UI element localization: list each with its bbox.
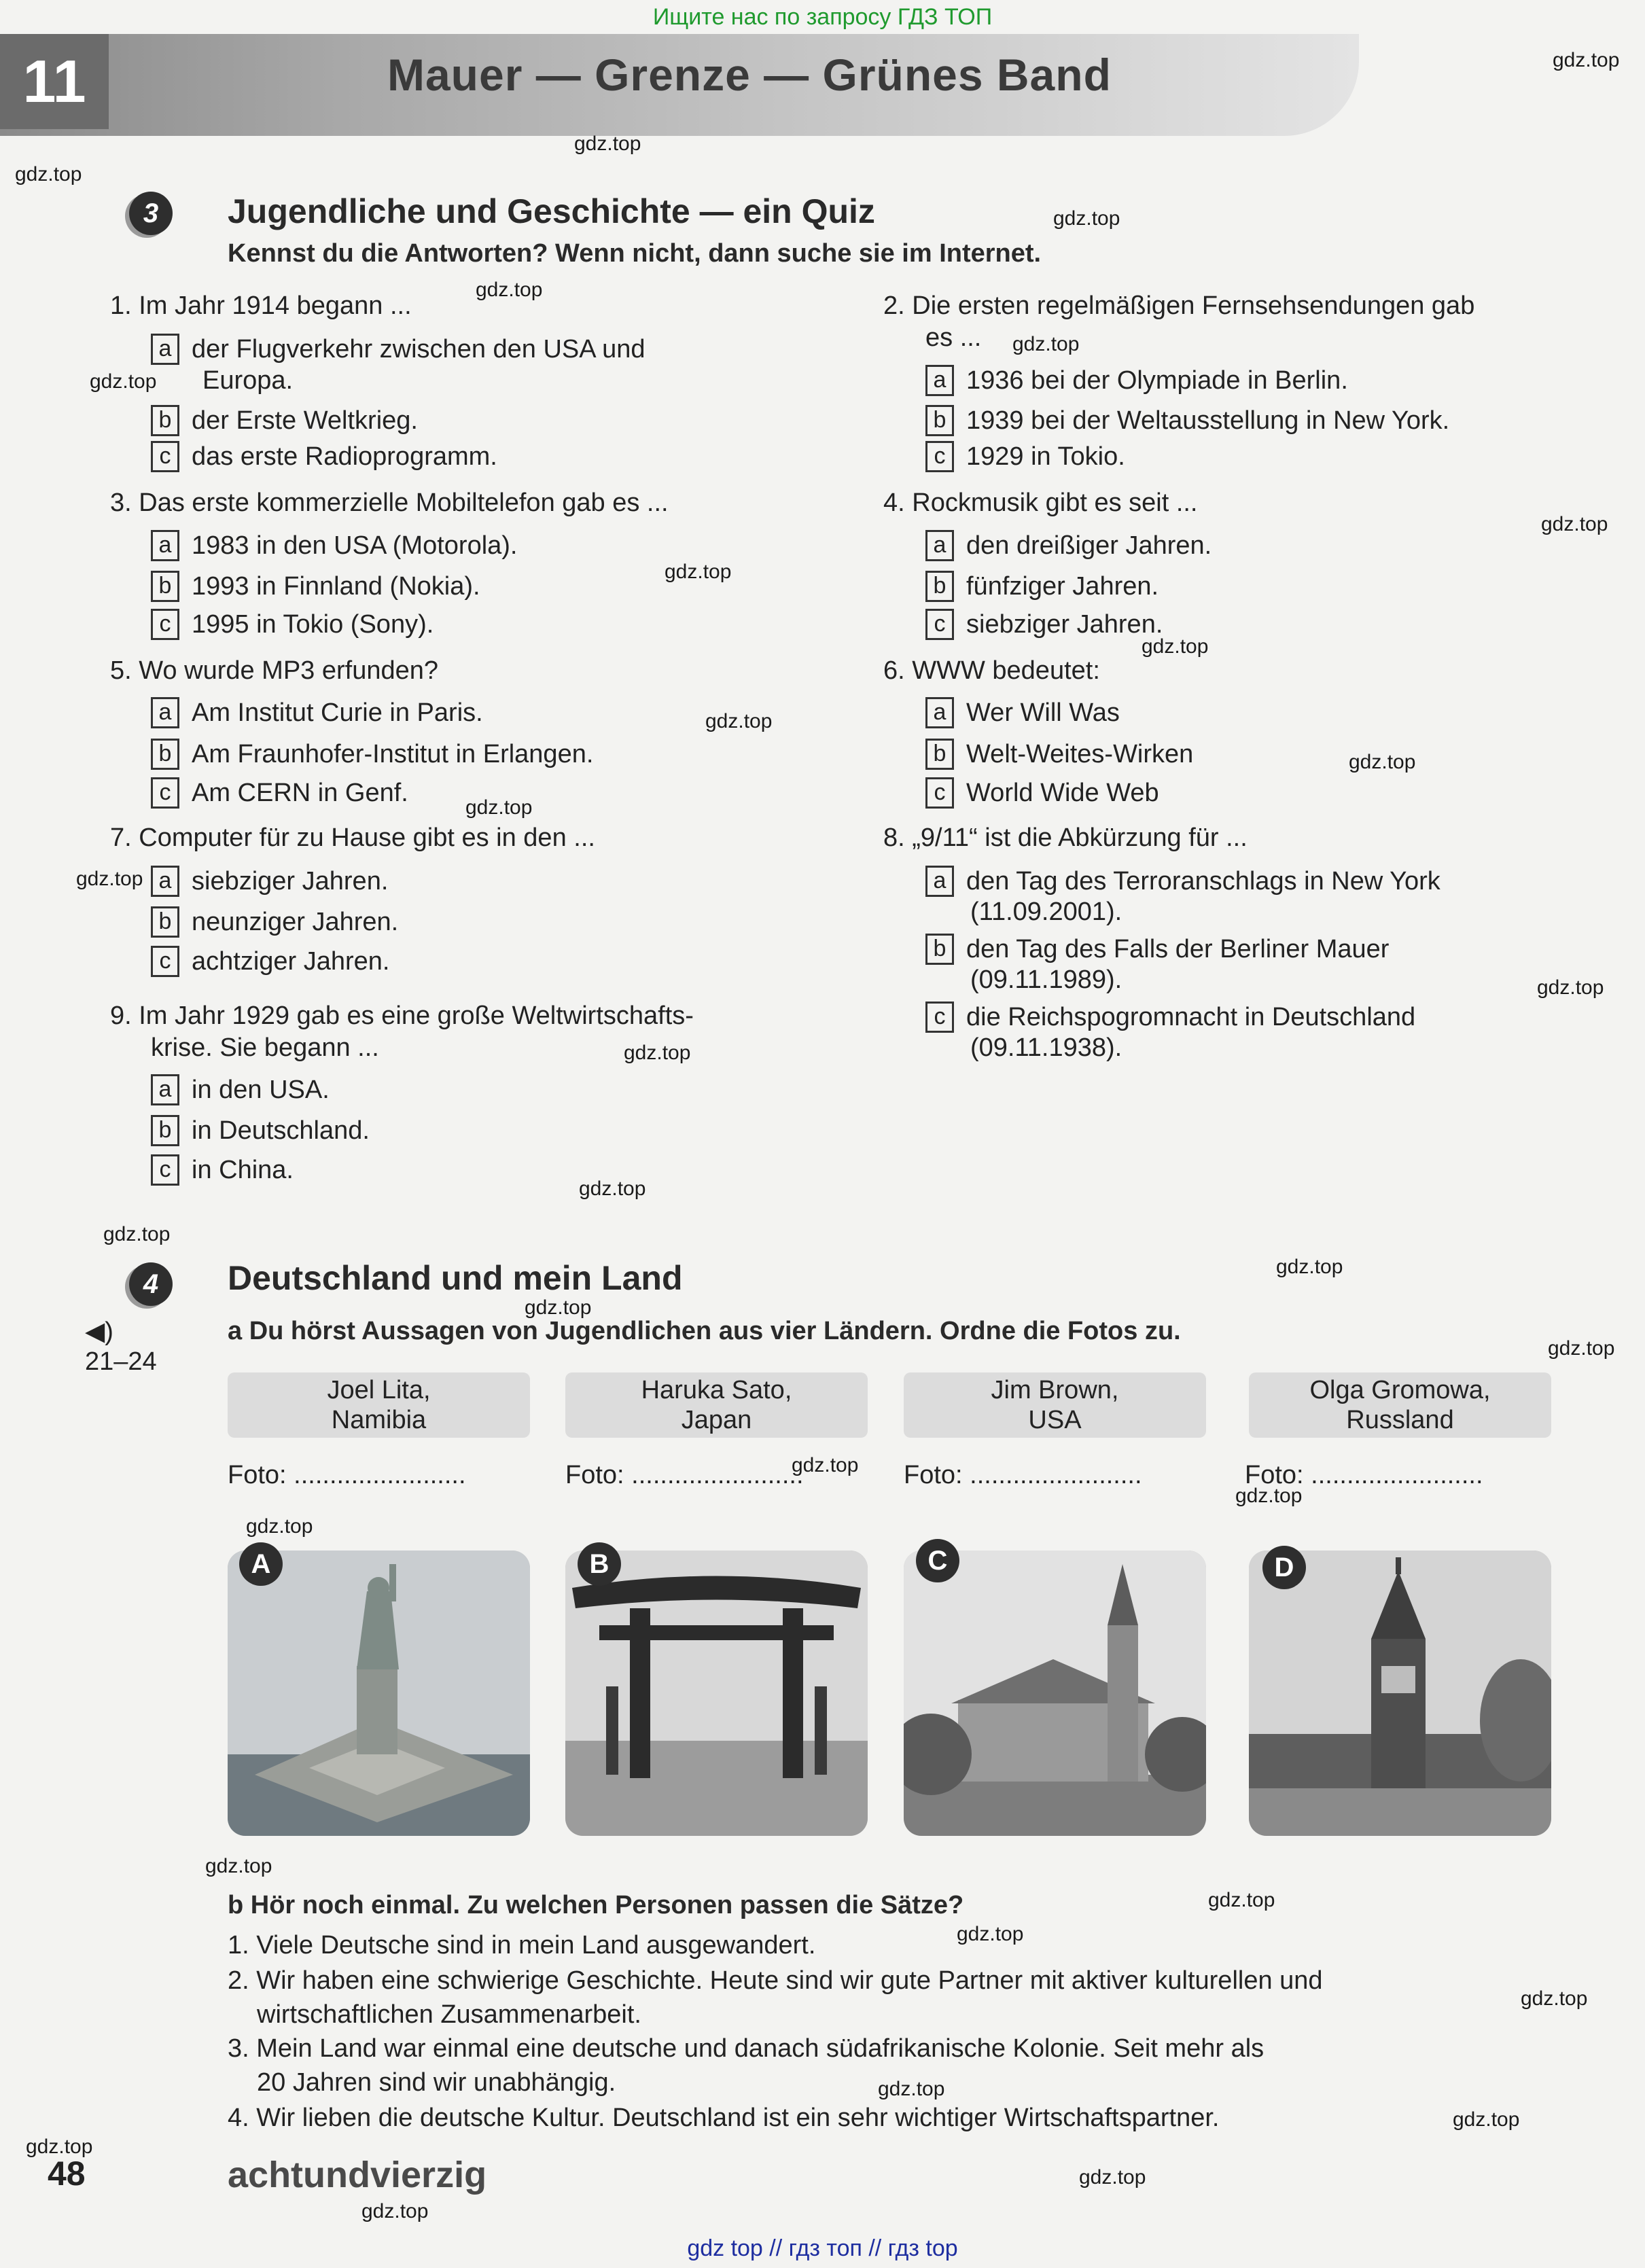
quiz-question-continuation: es ... <box>925 323 982 352</box>
option-text: in den USA. <box>192 1075 330 1104</box>
watermark: gdz.top <box>1142 635 1209 658</box>
person-country: Russland <box>1346 1406 1454 1434</box>
option-letter-box: a <box>925 866 954 897</box>
statement: 3. Mein Land war einmal eine deutsche und danach südafrikanische Kolonie. Seit mehr als <box>228 2034 1264 2063</box>
foto-answer-field[interactable]: Foto: ........................ <box>1245 1461 1483 1489</box>
quiz-option[interactable] <box>151 736 593 771</box>
watermark: gdz.top <box>1012 333 1080 355</box>
option-text: Am Institut Curie in Paris. <box>192 698 483 727</box>
statement: 4. Wir lieben die deutsche Kultur. Deutschland ist ein sehr wichtiger Wirtschaftspartner. <box>228 2104 1220 2132</box>
section-title: Jugendliche und Geschichte — ein Quiz <box>228 192 875 230</box>
section-title: Deutschland und mein Land <box>228 1259 683 1297</box>
watermark: gdz.top <box>465 796 533 819</box>
quiz-option[interactable] <box>925 736 1193 771</box>
quiz-question: 5. Wo wurde MP3 erfunden? <box>110 656 439 685</box>
section-instruction: Kennst du die Antworten? Wenn nicht, dann suche sie im Internet. <box>228 239 1042 268</box>
section-instruction: b Hör noch einmal. Zu welchen Personen passen die Sätze? <box>228 1891 964 1919</box>
statement: 1. Viele Deutsche sind in mein Land ausgewandert. <box>228 1931 816 1960</box>
photo-church <box>904 1551 1206 1836</box>
watermark: gdz.top <box>76 868 143 890</box>
quiz-question: 3. Das erste kommerzielle Mobiltelefon gab es ... <box>110 489 669 517</box>
quiz-option[interactable] <box>925 527 1211 563</box>
foto-answer-field[interactable]: Foto: ........................ <box>904 1461 1142 1489</box>
option-letter-box: b <box>925 739 954 770</box>
watermark: gdz.top <box>1548 1337 1615 1360</box>
option-text: 1936 bei der Olympiade in Berlin. <box>966 366 1348 395</box>
quiz-question: 4. Rockmusik gibt es seit ... <box>883 489 1198 517</box>
option-text: 1993 in Finnland (Nokia). <box>192 571 480 601</box>
option-text: den dreißiger Jahren. <box>966 531 1212 560</box>
quiz-option-continuation <box>970 1029 1122 1065</box>
option-text: das erste Radioprogramm. <box>192 442 497 471</box>
option-text: Welt-Weites-Wirken <box>966 739 1194 768</box>
quiz-option[interactable] <box>151 331 645 366</box>
watermark: gdz.top <box>246 1515 313 1538</box>
quiz-option[interactable] <box>151 606 434 641</box>
person-name: Joel Lita, <box>327 1376 431 1404</box>
quiz-option[interactable] <box>151 402 418 438</box>
watermark: gdz.top <box>361 2200 429 2222</box>
quiz-option[interactable] <box>925 694 1120 730</box>
photo-label-d: D <box>1262 1546 1306 1589</box>
watermark: gdz.top <box>26 2136 93 2158</box>
quiz-option[interactable] <box>151 1152 294 1187</box>
option-text: in China. <box>192 1155 294 1184</box>
watermark: gdz.top <box>1349 751 1416 773</box>
option-letter-box: a <box>151 1074 179 1105</box>
option-text: Am Fraunhofer-Institut in Erlangen. <box>192 739 594 768</box>
page-number-word: achtundvierzig <box>228 2155 487 2195</box>
option-letter-box: a <box>151 334 179 365</box>
statement: 2. Wir haben eine schwierige Geschichte. Heute sind wir gute Partner mit aktiver kulturellen und <box>228 1966 1323 1995</box>
watermark: gdz.top <box>1235 1485 1303 1507</box>
quiz-option[interactable] <box>925 568 1158 603</box>
quiz-question: 8. „9/11“ ist die Abkürzung für ... <box>883 823 1248 852</box>
page-number: 48 <box>48 2155 86 2193</box>
person-country: Japan <box>681 1406 752 1434</box>
option-letter-box: b <box>151 739 179 770</box>
person-country: USA <box>1028 1406 1082 1434</box>
option-letter-box: b <box>925 405 954 436</box>
option-text: (11.09.2001). <box>970 897 1122 926</box>
audio-track-number: 21–24 <box>85 1347 157 1376</box>
option-letter-box: b <box>151 906 179 938</box>
option-text: 1995 in Tokio (Sony). <box>192 609 434 639</box>
kremlin-image <box>1249 1551 1551 1836</box>
option-letter-box: c <box>925 609 954 640</box>
watermark: gdz.top <box>705 710 773 732</box>
photo-torii-gate <box>565 1551 868 1836</box>
bottom-banner: gdz top // гдз топ // гдз top <box>687 2235 958 2261</box>
watermark: gdz.top <box>792 1454 859 1476</box>
option-text: 1929 in Tokio. <box>966 442 1125 471</box>
option-text: Am CERN in Genf. <box>192 778 408 807</box>
watermark: gdz.top <box>1537 976 1604 999</box>
option-letter-box: b <box>925 571 954 602</box>
section-instruction: a Du hörst Aussagen von Jugendlichen aus vier Ländern. Ordne die Fotos zu. <box>228 1317 1181 1345</box>
option-text: die Reichspogromnacht in Deutschland <box>966 1002 1416 1031</box>
statement-continuation: wirtschaftlichen Zusammenarbeit. <box>257 2000 641 2029</box>
quiz-option-continuation <box>970 893 1122 929</box>
option-letter-box: c <box>151 777 179 809</box>
option-letter-box: c <box>925 777 954 809</box>
option-text: 1983 in den USA (Motorola). <box>192 531 518 560</box>
photo-kremlin <box>1249 1551 1551 1836</box>
watermark: gdz.top <box>525 1296 592 1319</box>
foto-answer-field[interactable]: Foto: ........................ <box>565 1461 804 1489</box>
option-letter-box: a <box>925 365 954 396</box>
option-letter-box: a <box>925 697 954 728</box>
person-box <box>228 1372 530 1438</box>
photo-label-b: B <box>578 1542 621 1586</box>
option-letter-box: c <box>151 609 179 640</box>
top-banner: Ищите нас по запросу ГДЗ ТОП <box>652 4 993 30</box>
option-letter-box: b <box>151 405 179 436</box>
person-name: Jim Brown, <box>991 1376 1119 1404</box>
speaker-icon: ◀) <box>85 1317 113 1346</box>
option-text: den Tag des Falls der Berliner Mauer <box>966 934 1390 963</box>
watermark: gdz.top <box>624 1042 691 1064</box>
option-text: der Flugverkehr zwischen den USA und <box>192 334 645 364</box>
option-letter-box: c <box>925 441 954 472</box>
option-letter-box: b <box>925 934 954 965</box>
watermark: gdz.top <box>1521 1987 1588 2010</box>
option-letter-box: c <box>925 1002 954 1033</box>
watermark: gdz.top <box>103 1223 171 1245</box>
quiz-option[interactable] <box>151 694 483 730</box>
watermark: gdz.top <box>90 370 157 393</box>
chapter-number: 11 <box>0 34 109 129</box>
watermark: gdz.top <box>1208 1889 1275 1911</box>
watermark: gdz.top <box>1553 49 1620 71</box>
person-box <box>904 1372 1206 1438</box>
option-text: der Erste Weltkrieg. <box>192 406 418 435</box>
watermark: gdz.top <box>957 1923 1024 1945</box>
watermark: gdz.top <box>574 132 641 155</box>
watermark: gdz.top <box>665 561 732 583</box>
option-letter-box: a <box>151 530 179 561</box>
option-letter-box: b <box>151 571 179 602</box>
option-text: in Deutschland. <box>192 1116 370 1145</box>
quiz-option[interactable] <box>151 904 398 939</box>
watermark: gdz.top <box>1053 207 1120 230</box>
quiz-option[interactable] <box>925 362 1348 397</box>
quiz-option[interactable] <box>151 438 497 474</box>
quiz-option[interactable] <box>151 775 408 810</box>
option-text: den Tag des Terroranschlags in New York <box>966 866 1440 896</box>
option-text: Wer Will Was <box>966 698 1120 727</box>
option-text: (09.11.1938). <box>970 1033 1122 1062</box>
quiz-option-continuation <box>202 362 293 397</box>
chapter-title: Mauer — Grenze — Grünes Band <box>387 50 1112 100</box>
watermark: gdz.top <box>579 1177 646 1200</box>
church-image <box>904 1551 1206 1836</box>
option-text: World Wide Web <box>966 778 1159 807</box>
statement-continuation: 20 Jahren sind wir unabhängig. <box>257 2068 616 2097</box>
watermark: gdz.top <box>878 2078 945 2100</box>
option-text: 1939 bei der Weltausstellung in New York. <box>966 406 1450 435</box>
section-number-badge: 3 <box>129 192 173 235</box>
quiz-question-continuation: krise. Sie begann ... <box>151 1033 379 1062</box>
option-letter-box: a <box>925 530 954 561</box>
watermark: gdz.top <box>1079 2166 1146 2189</box>
quiz-option[interactable] <box>151 1071 330 1107</box>
quiz-option-continuation <box>970 961 1122 997</box>
watermark: gdz.top <box>205 1855 272 1877</box>
watermark: gdz.top <box>476 279 543 301</box>
quiz-option[interactable] <box>925 402 1449 438</box>
quiz-question: 1. Im Jahr 1914 begann ... <box>110 291 412 320</box>
photo-label-a: A <box>239 1542 283 1586</box>
quiz-option[interactable] <box>151 1112 370 1148</box>
option-text: Europa. <box>202 366 294 395</box>
option-letter-box: a <box>151 866 179 897</box>
option-text: fünfziger Jahren. <box>966 571 1159 601</box>
photo-label-c: C <box>916 1539 959 1582</box>
person-box <box>1249 1372 1551 1438</box>
quiz-option[interactable] <box>151 527 518 563</box>
quiz-question: 9. Im Jahr 1929 gab es eine große Weltwirtschafts- <box>110 1002 694 1030</box>
option-text: neunziger Jahren. <box>192 907 399 936</box>
quiz-option[interactable] <box>925 775 1159 810</box>
watermark: gdz.top <box>15 163 82 185</box>
option-letter-box: c <box>151 946 179 977</box>
watermark: gdz.top <box>1541 513 1608 535</box>
person-name: Olga Gromowa, <box>1309 1376 1491 1404</box>
quiz-question: 2. Die ersten regelmäßigen Fernsehsendungen gab <box>883 291 1475 320</box>
watermark: gdz.top <box>1453 2108 1520 2131</box>
foto-answer-field[interactable]: Foto: ........................ <box>228 1461 466 1489</box>
torii-gate-image <box>565 1551 868 1836</box>
statue-of-liberty-image <box>228 1551 530 1836</box>
option-letter-box: a <box>151 697 179 728</box>
option-text: siebziger Jahren. <box>192 866 389 896</box>
quiz-question: 7. Computer für zu Hause gibt es in den ... <box>110 823 595 852</box>
quiz-option[interactable] <box>925 438 1125 474</box>
option-letter-box: c <box>151 1154 179 1186</box>
option-text: achtziger Jahren. <box>192 946 390 976</box>
quiz-option[interactable] <box>151 568 480 603</box>
watermark: gdz.top <box>1276 1256 1343 1278</box>
audio-track[interactable] <box>85 1317 160 1377</box>
person-name: Haruka Sato, <box>641 1376 792 1404</box>
section-number-badge: 4 <box>129 1262 173 1306</box>
quiz-option[interactable] <box>151 943 390 978</box>
photo-statue-of-liberty <box>228 1551 530 1836</box>
person-box <box>565 1372 868 1438</box>
option-text: siebziger Jahren. <box>966 609 1163 639</box>
option-letter-box: b <box>151 1115 179 1146</box>
quiz-option[interactable] <box>151 863 388 898</box>
quiz-question: 6. WWW bedeutet: <box>883 656 1100 685</box>
quiz-option[interactable] <box>925 606 1163 641</box>
option-letter-box: c <box>151 441 179 472</box>
option-text: (09.11.1989). <box>970 965 1122 994</box>
person-country: Namibia <box>331 1406 427 1434</box>
